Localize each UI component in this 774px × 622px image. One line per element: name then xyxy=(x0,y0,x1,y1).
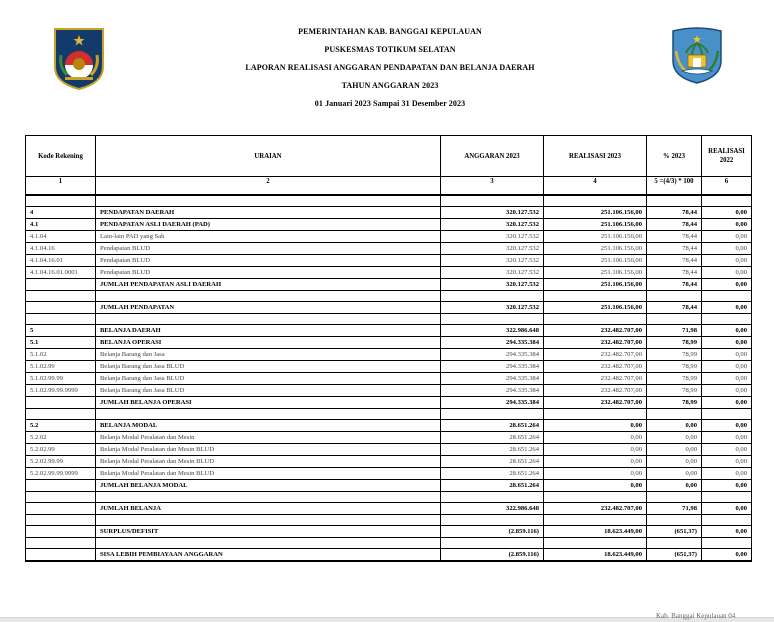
table-spacer-row xyxy=(26,492,752,503)
cell-persen-2023: 78,99 xyxy=(647,385,702,397)
page-footer-text: Kab. Banggai Kepulauan 04 xyxy=(656,612,736,620)
cell-realisasi-2022: 0,00 xyxy=(702,337,752,349)
table-row xyxy=(26,302,752,314)
cell-kode-rekening: 4.1.04.16 xyxy=(26,243,96,255)
cell-realisasi-2022: 0,00 xyxy=(702,243,752,255)
cell-kode-rekening: 5.1.02.99.99.9999 xyxy=(26,385,96,397)
cell-anggaran-2023: 28.651.264 xyxy=(441,444,544,456)
cell-kode-rekening xyxy=(26,291,96,302)
cell-realisasi-2022: 0,00 xyxy=(702,349,752,361)
cell-realisasi-2023: 232.482.707,00 xyxy=(544,397,647,409)
cell-anggaran-2023: 320.127.532 xyxy=(441,219,544,231)
cell-anggaran-2023: 294.335.384 xyxy=(441,349,544,361)
cell-anggaran-2023 xyxy=(441,291,544,302)
column-index-4: 4 xyxy=(544,177,647,196)
cell-anggaran-2023: 320.127.532 xyxy=(441,267,544,279)
cell-realisasi-2022: 0,00 xyxy=(702,279,752,291)
cell-anggaran-2023: 28.651.264 xyxy=(441,432,544,444)
cell-realisasi-2022: 0,00 xyxy=(702,255,752,267)
cell-realisasi-2022 xyxy=(702,515,752,526)
cell-kode-rekening xyxy=(26,409,96,420)
cell-anggaran-2023: 294.335.384 xyxy=(441,337,544,349)
cell-uraian: JUMLAH BELANJA OPERASI xyxy=(96,397,441,409)
table-row xyxy=(26,219,752,231)
cell-realisasi-2023: 251.106.156,00 xyxy=(544,279,647,291)
cell-realisasi-2022: 0,00 xyxy=(702,456,752,468)
cell-uraian: Belanja Modal Peralatan dan Mesin BLUD xyxy=(96,468,441,480)
cell-uraian: Belanja Barang dan Jasa BLUD xyxy=(96,373,441,385)
cell-realisasi-2022: 0,00 xyxy=(702,373,752,385)
cell-realisasi-2023 xyxy=(544,409,647,420)
column-index-3: 3 xyxy=(441,177,544,196)
table-row xyxy=(26,480,752,492)
cell-uraian xyxy=(96,538,441,549)
cell-anggaran-2023: (2.859.116) xyxy=(441,549,544,562)
table-row xyxy=(26,279,752,291)
banggai-kepulauan-emblem-icon xyxy=(670,27,724,85)
cell-persen-2023 xyxy=(647,195,702,207)
cell-persen-2023: 78,44 xyxy=(647,219,702,231)
cell-uraian: Belanja Barang dan Jasa BLUD xyxy=(96,385,441,397)
cell-uraian xyxy=(96,492,441,503)
cell-persen-2023: 78,44 xyxy=(647,207,702,219)
cell-realisasi-2023: 251.106.156,00 xyxy=(544,231,647,243)
cell-uraian: BELANJA OPERASI xyxy=(96,337,441,349)
cell-realisasi-2022 xyxy=(702,538,752,549)
cell-persen-2023: 78,44 xyxy=(647,302,702,314)
cell-anggaran-2023 xyxy=(441,515,544,526)
cell-uraian: BELANJA MODAL xyxy=(96,420,441,432)
cell-realisasi-2023: 251.106.156,00 xyxy=(544,267,647,279)
kemendagri-emblem-icon xyxy=(53,27,105,91)
table-row xyxy=(26,373,752,385)
cell-realisasi-2023 xyxy=(544,515,647,526)
cell-kode-rekening xyxy=(26,480,96,492)
cell-realisasi-2023: 251.106.156,00 xyxy=(544,243,647,255)
cell-anggaran-2023: (2.859.116) xyxy=(441,526,544,538)
cell-uraian: Belanja Modal Peralatan dan Mesin BLUD xyxy=(96,444,441,456)
cell-anggaran-2023: 322.986.648 xyxy=(441,503,544,515)
cell-kode-rekening xyxy=(26,538,96,549)
table-row xyxy=(26,456,752,468)
table-row xyxy=(26,385,752,397)
cell-anggaran-2023 xyxy=(441,538,544,549)
cell-realisasi-2022: 0,00 xyxy=(702,420,752,432)
cell-realisasi-2022: 0,00 xyxy=(702,444,752,456)
table-row xyxy=(26,549,752,562)
cell-persen-2023: 0,00 xyxy=(647,420,702,432)
cell-uraian xyxy=(96,195,441,207)
cell-uraian xyxy=(96,291,441,302)
cell-persen-2023: 0,00 xyxy=(647,444,702,456)
cell-persen-2023: 78,44 xyxy=(647,279,702,291)
cell-kode-rekening: 4 xyxy=(26,207,96,219)
cell-uraian: SURPLUS/DEFISIT xyxy=(96,526,441,538)
cell-realisasi-2023: 232.482.707,00 xyxy=(544,337,647,349)
cell-kode-rekening: 4.1.04.16.01 xyxy=(26,255,96,267)
cell-kode-rekening: 5.1.02.99.99 xyxy=(26,373,96,385)
cell-anggaran-2023: 294.335.384 xyxy=(441,361,544,373)
cell-persen-2023: 78,44 xyxy=(647,243,702,255)
cell-realisasi-2022 xyxy=(702,195,752,207)
table-row xyxy=(26,432,752,444)
cell-persen-2023: 78,44 xyxy=(647,267,702,279)
cell-kode-rekening: 5.2.02.99 xyxy=(26,444,96,456)
report-title-block xyxy=(200,26,580,116)
cell-persen-2023: 78,44 xyxy=(647,255,702,267)
report-title: LAPORAN REALISASI ANGGARAN PENDAPATAN DAN BELANJA DAERAH xyxy=(245,63,535,72)
table-row xyxy=(26,255,752,267)
cell-anggaran-2023: 320.127.532 xyxy=(441,302,544,314)
cell-persen-2023 xyxy=(647,314,702,325)
cell-uraian: Belanja Modal Peralatan dan Mesin BLUD xyxy=(96,456,441,468)
cell-kode-rekening: 5.1 xyxy=(26,337,96,349)
table-row xyxy=(26,325,752,337)
cell-persen-2023: 78,44 xyxy=(647,231,702,243)
cell-kode-rekening xyxy=(26,314,96,325)
cell-realisasi-2023: 232.482.707,00 xyxy=(544,373,647,385)
table-spacer-row xyxy=(26,291,752,302)
cell-realisasi-2023: 232.482.707,00 xyxy=(544,503,647,515)
table-row xyxy=(26,503,752,515)
cell-uraian: JUMLAH PENDAPATAN xyxy=(96,302,441,314)
cell-kode-rekening: 5.1.02 xyxy=(26,349,96,361)
table-body xyxy=(26,195,752,561)
cell-realisasi-2023: 0,00 xyxy=(544,420,647,432)
cell-realisasi-2023: 0,00 xyxy=(544,432,647,444)
cell-realisasi-2023: 18.623.449,00 xyxy=(544,526,647,538)
cell-realisasi-2023: 232.482.707,00 xyxy=(544,385,647,397)
cell-persen-2023 xyxy=(647,515,702,526)
cell-kode-rekening: 5.2.02.99.99.9999 xyxy=(26,468,96,480)
cell-realisasi-2023: 18.623.449,00 xyxy=(544,549,647,562)
cell-anggaran-2023: 294.335.384 xyxy=(441,397,544,409)
cell-uraian: JUMLAH BELANJA MODAL xyxy=(96,480,441,492)
cell-realisasi-2022: 0,00 xyxy=(702,302,752,314)
cell-anggaran-2023: 28.651.264 xyxy=(441,480,544,492)
cell-persen-2023: 0,00 xyxy=(647,456,702,468)
cell-kode-rekening xyxy=(26,549,96,562)
column-index-6: 6 xyxy=(702,177,752,196)
cell-uraian: Pendapatan BLUD xyxy=(96,267,441,279)
cell-uraian xyxy=(96,515,441,526)
cell-realisasi-2022 xyxy=(702,492,752,503)
cell-kode-rekening xyxy=(26,195,96,207)
cell-persen-2023: 78,99 xyxy=(647,349,702,361)
table-row xyxy=(26,468,752,480)
cell-realisasi-2022: 0,00 xyxy=(702,397,752,409)
cell-kode-rekening: 4.1 xyxy=(26,219,96,231)
cell-uraian: Lain-lain PAD yang Sah xyxy=(96,231,441,243)
cell-kode-rekening: 5 xyxy=(26,325,96,337)
cell-realisasi-2022: 0,00 xyxy=(702,267,752,279)
cell-persen-2023: 78,99 xyxy=(647,373,702,385)
cell-realisasi-2022: 0,00 xyxy=(702,526,752,538)
cell-persen-2023 xyxy=(647,409,702,420)
cell-kode-rekening: 5.2.02.99.99 xyxy=(26,456,96,468)
cell-kode-rekening xyxy=(26,302,96,314)
cell-realisasi-2022: 0,00 xyxy=(702,432,752,444)
cell-realisasi-2022: 0,00 xyxy=(702,503,752,515)
cell-kode-rekening xyxy=(26,503,96,515)
table-row xyxy=(26,267,752,279)
cell-realisasi-2023: 251.106.156,00 xyxy=(544,219,647,231)
cell-realisasi-2023 xyxy=(544,492,647,503)
cell-realisasi-2022 xyxy=(702,291,752,302)
table-row xyxy=(26,526,752,538)
table-row xyxy=(26,397,752,409)
cell-uraian: Belanja Barang dan Jasa BLUD xyxy=(96,361,441,373)
cell-uraian: BELANJA DAERAH xyxy=(96,325,441,337)
cell-persen-2023: 78,99 xyxy=(647,361,702,373)
cell-realisasi-2022 xyxy=(702,409,752,420)
cell-realisasi-2022: 0,00 xyxy=(702,468,752,480)
table-row xyxy=(26,361,752,373)
cell-persen-2023: 71,98 xyxy=(647,503,702,515)
cell-kode-rekening xyxy=(26,279,96,291)
cell-anggaran-2023: 294.335.384 xyxy=(441,385,544,397)
cell-uraian: JUMLAH BELANJA xyxy=(96,503,441,515)
cell-anggaran-2023: 320.127.532 xyxy=(441,207,544,219)
table-row xyxy=(26,243,752,255)
cell-persen-2023 xyxy=(647,492,702,503)
cell-realisasi-2023: 0,00 xyxy=(544,468,647,480)
cell-uraian: SISA LEBIH PEMBIAYAAN ANGGARAN xyxy=(96,549,441,562)
cell-kode-rekening xyxy=(26,515,96,526)
cell-realisasi-2022: 0,00 xyxy=(702,207,752,219)
table-header-row xyxy=(26,136,752,177)
cell-realisasi-2022: 0,00 xyxy=(702,549,752,562)
cell-anggaran-2023: 28.651.264 xyxy=(441,420,544,432)
column-header-anggaran-2023: ANGGARAN 2023 xyxy=(441,136,544,177)
cell-persen-2023: 0,00 xyxy=(647,432,702,444)
cell-anggaran-2023: 320.127.532 xyxy=(441,243,544,255)
table-spacer-row xyxy=(26,515,752,526)
cell-kode-rekening xyxy=(26,526,96,538)
cell-kode-rekening xyxy=(26,492,96,503)
cell-persen-2023: (651,37) xyxy=(647,549,702,562)
cell-persen-2023: 0,00 xyxy=(647,480,702,492)
cell-persen-2023: (651,37) xyxy=(647,526,702,538)
cell-realisasi-2022: 0,00 xyxy=(702,219,752,231)
cell-kode-rekening: 5.2.02 xyxy=(26,432,96,444)
cell-realisasi-2022: 0,00 xyxy=(702,385,752,397)
cell-persen-2023 xyxy=(647,538,702,549)
cell-uraian: Belanja Barang dan Jasa xyxy=(96,349,441,361)
table-row xyxy=(26,231,752,243)
table-row xyxy=(26,420,752,432)
cell-realisasi-2023 xyxy=(544,195,647,207)
cell-anggaran-2023: 320.127.532 xyxy=(441,279,544,291)
cell-kode-rekening: 4.1.04.16.01.0001 xyxy=(26,267,96,279)
cell-uraian xyxy=(96,409,441,420)
cell-uraian: JUMLAH PENDAPATAN ASLI DAERAH xyxy=(96,279,441,291)
cell-persen-2023: 71,98 xyxy=(647,325,702,337)
table-row xyxy=(26,444,752,456)
table-spacer-row xyxy=(26,538,752,549)
cell-anggaran-2023: 320.127.532 xyxy=(441,231,544,243)
cell-anggaran-2023: 322.986.648 xyxy=(441,325,544,337)
cell-uraian xyxy=(96,314,441,325)
cell-persen-2023: 78,99 xyxy=(647,397,702,409)
government-name: PEMERINTAHAN KAB. BANGGAI KEPULAUAN xyxy=(298,27,482,36)
cell-realisasi-2023: 251.106.156,00 xyxy=(544,207,647,219)
cell-realisasi-2022: 0,00 xyxy=(702,325,752,337)
column-header-kode-rekening: Kode Rekening xyxy=(26,136,96,177)
cell-kode-rekening: 5.1.02.99 xyxy=(26,361,96,373)
institution-name: PUSKESMAS TOTIKUM SELATAN xyxy=(324,45,456,54)
cell-realisasi-2023: 0,00 xyxy=(544,444,647,456)
column-header-realisasi-2023: REALISASI 2023 xyxy=(544,136,647,177)
cell-realisasi-2023: 232.482.707,00 xyxy=(544,325,647,337)
cell-persen-2023: 78,99 xyxy=(647,337,702,349)
cell-realisasi-2022: 0,00 xyxy=(702,480,752,492)
cell-anggaran-2023: 294.335.384 xyxy=(441,373,544,385)
table-row xyxy=(26,349,752,361)
cell-realisasi-2023: 0,00 xyxy=(544,480,647,492)
report-period: 01 Januari 2023 Sampai 31 Desember 2023 xyxy=(314,99,466,108)
table-row xyxy=(26,207,752,219)
table-row xyxy=(26,337,752,349)
cell-persen-2023 xyxy=(647,291,702,302)
fiscal-year: TAHUN ANGGARAN 2023 xyxy=(341,81,439,90)
cell-anggaran-2023 xyxy=(441,314,544,325)
cell-kode-rekening: 4.1.04 xyxy=(26,231,96,243)
cell-realisasi-2023 xyxy=(544,314,647,325)
column-header-uraian: URAIAN xyxy=(96,136,441,177)
budget-realization-table xyxy=(25,135,752,562)
table-spacer-row xyxy=(26,195,752,207)
column-header-realisasi-2022: REALISASI 2022 xyxy=(702,136,752,177)
cell-persen-2023: 0,00 xyxy=(647,468,702,480)
cell-anggaran-2023 xyxy=(441,492,544,503)
cell-realisasi-2022: 0,00 xyxy=(702,231,752,243)
cell-uraian: PENDAPATAN DAERAH xyxy=(96,207,441,219)
cell-anggaran-2023: 28.651.264 xyxy=(441,468,544,480)
table-spacer-row xyxy=(26,409,752,420)
cell-realisasi-2023 xyxy=(544,291,647,302)
cell-realisasi-2023: 0,00 xyxy=(544,456,647,468)
cell-realisasi-2023: 251.106.156,00 xyxy=(544,255,647,267)
table-index-row xyxy=(26,177,752,196)
column-header-persen-2023: % 2023 xyxy=(647,136,702,177)
column-index-2: 2 xyxy=(96,177,441,196)
cell-kode-rekening: 5.2 xyxy=(26,420,96,432)
cell-uraian: Belanja Modal Peralatan dan Mesin xyxy=(96,432,441,444)
cell-realisasi-2023: 232.482.707,00 xyxy=(544,361,647,373)
cell-realisasi-2022: 0,00 xyxy=(702,361,752,373)
cell-anggaran-2023 xyxy=(441,195,544,207)
cell-anggaran-2023: 320.127.532 xyxy=(441,255,544,267)
cell-realisasi-2023: 251.106.156,00 xyxy=(544,302,647,314)
cell-uraian: PENDAPATAN ASLI DAERAH (PAD) xyxy=(96,219,441,231)
cell-kode-rekening xyxy=(26,397,96,409)
column-index-5: 5 =(4/3) * 100 xyxy=(647,177,702,196)
cell-realisasi-2022 xyxy=(702,314,752,325)
cell-anggaran-2023 xyxy=(441,409,544,420)
cell-uraian: Pendapatan BLUD xyxy=(96,255,441,267)
cell-realisasi-2023: 232.482.707,00 xyxy=(544,349,647,361)
column-index-1: 1 xyxy=(26,177,96,196)
cell-anggaran-2023: 28.651.264 xyxy=(441,456,544,468)
cell-realisasi-2023 xyxy=(544,538,647,549)
cell-uraian: Pendapatan BLUD xyxy=(96,243,441,255)
table-spacer-row xyxy=(26,314,752,325)
